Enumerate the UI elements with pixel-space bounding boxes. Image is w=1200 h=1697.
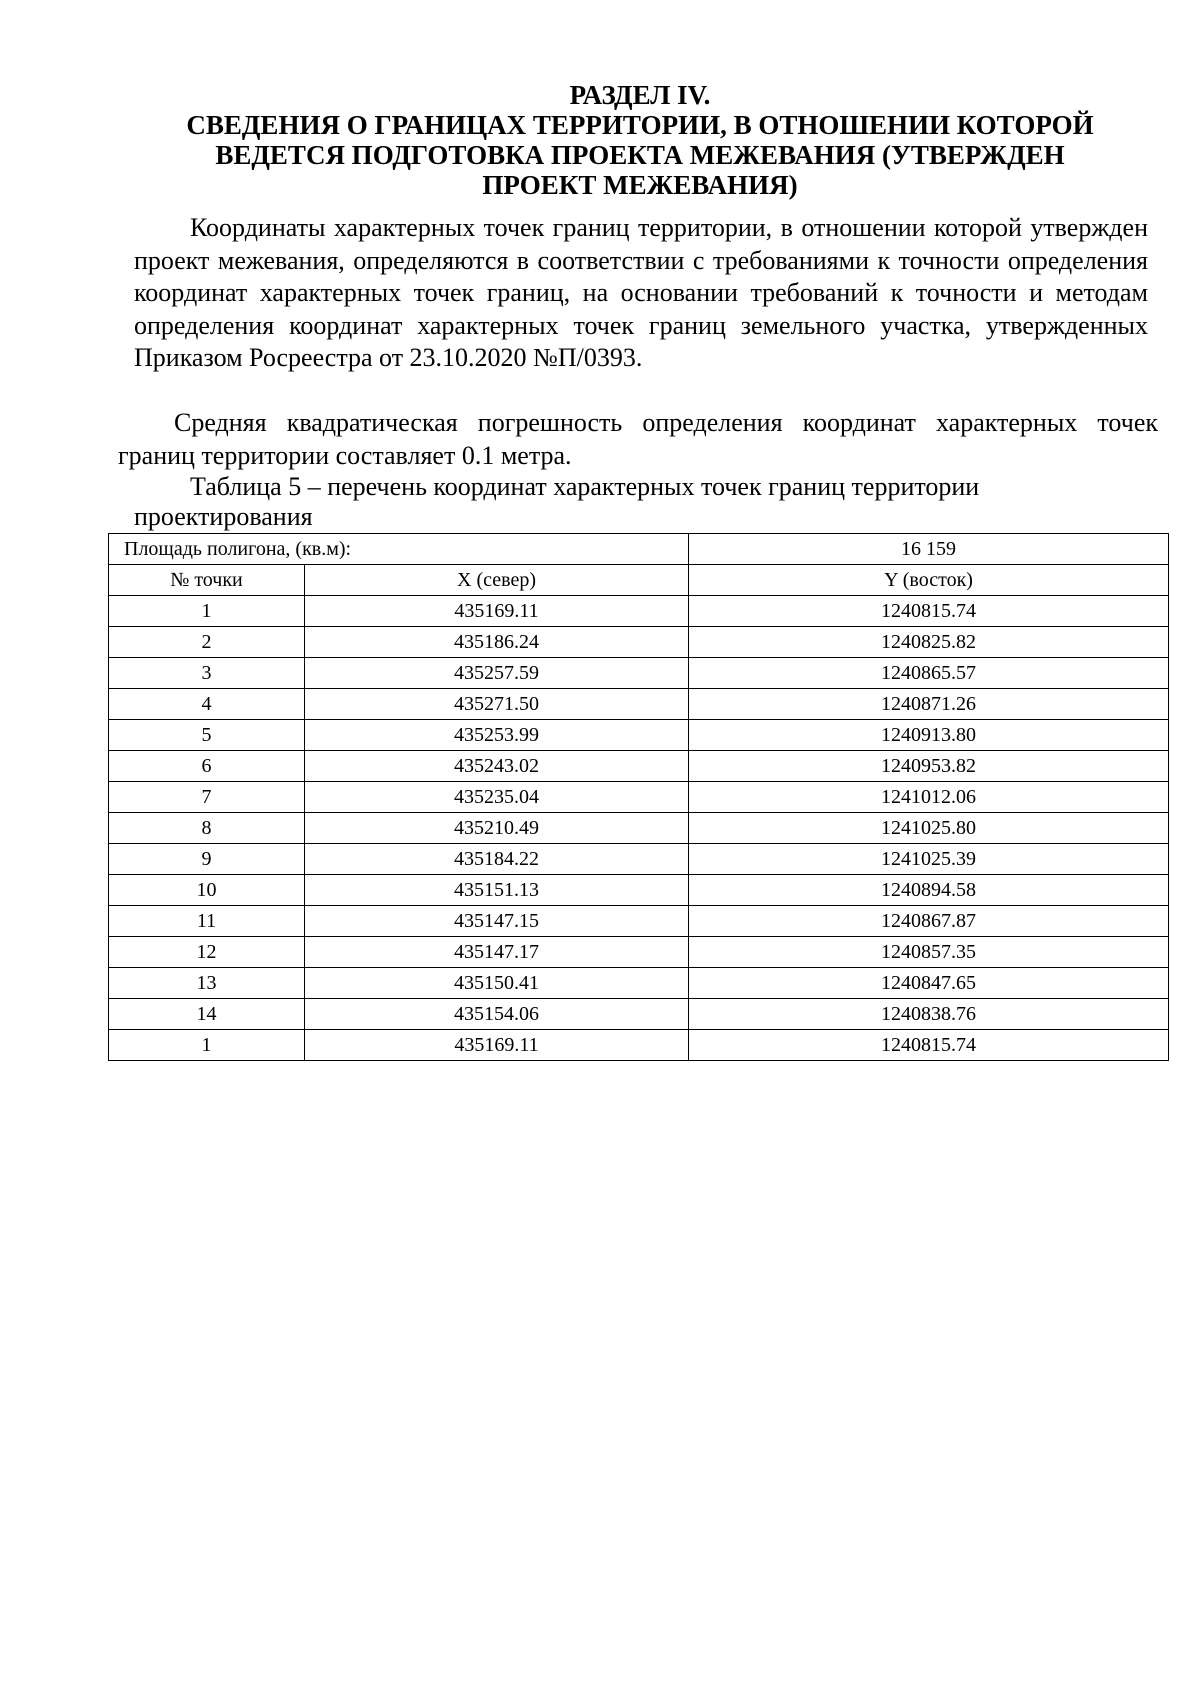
y-coordinate-cell: 1240867.87	[689, 906, 1169, 937]
x-coordinate-cell: 435154.06	[305, 999, 689, 1030]
y-coordinate-cell: 1241025.39	[689, 844, 1169, 875]
table-row	[109, 658, 1169, 689]
heading-line-4: ПРОЕКТ МЕЖЕВАНИЯ)	[482, 170, 798, 200]
y-coordinate-cell: 1240894.58	[689, 875, 1169, 906]
table-row	[109, 844, 1169, 875]
point-number-cell: 14	[109, 999, 305, 1030]
area-value: 16 159	[689, 534, 1169, 565]
point-number-cell: 2	[109, 627, 305, 658]
coordinates-table	[108, 533, 1169, 1061]
point-number-cell: 1	[109, 1030, 305, 1061]
table-row	[109, 937, 1169, 968]
heading-line-3: ВЕДЕТСЯ ПОДГОТОВКА ПРОЕКТА МЕЖЕВАНИЯ (УТВЕРЖДЕН	[215, 140, 1065, 170]
accuracy-paragraph: Средняя квадратическая погрешность определения координат характерных точек границ территории составляет 0.1 метра.	[118, 408, 1158, 470]
point-number-cell: 12	[109, 937, 305, 968]
x-coordinate-cell: 435169.11	[305, 596, 689, 627]
y-coordinate-cell: 1240847.65	[689, 968, 1169, 999]
x-coordinate-cell: 435257.59	[305, 658, 689, 689]
table-row	[109, 906, 1169, 937]
point-number-cell: 6	[109, 751, 305, 782]
x-coordinate-cell: 435147.17	[305, 937, 689, 968]
x-coordinate-cell: 435210.49	[305, 813, 689, 844]
table-row	[109, 720, 1169, 751]
x-coordinate-cell: 435147.15	[305, 906, 689, 937]
table-row	[109, 875, 1169, 906]
header-point-number: № точки	[109, 565, 305, 596]
table-row	[109, 813, 1169, 844]
point-number-cell: 13	[109, 968, 305, 999]
table-row	[109, 751, 1169, 782]
x-coordinate-cell: 435271.50	[305, 689, 689, 720]
area-row	[109, 534, 1169, 565]
y-coordinate-cell: 1240815.74	[689, 596, 1169, 627]
table-row	[109, 782, 1169, 813]
point-number-cell: 1	[109, 596, 305, 627]
header-x-north: X (север)	[305, 565, 689, 596]
table-header-row	[109, 565, 1169, 596]
x-coordinate-cell: 435151.13	[305, 875, 689, 906]
x-coordinate-cell: 435150.41	[305, 968, 689, 999]
x-coordinate-cell: 435243.02	[305, 751, 689, 782]
point-number-cell: 8	[109, 813, 305, 844]
y-coordinate-cell: 1240913.80	[689, 720, 1169, 751]
y-coordinate-cell: 1240865.57	[689, 658, 1169, 689]
point-number-cell: 9	[109, 844, 305, 875]
point-number-cell: 3	[109, 658, 305, 689]
x-coordinate-cell: 435169.11	[305, 1030, 689, 1061]
y-coordinate-cell: 1240953.82	[689, 751, 1169, 782]
y-coordinate-cell: 1240825.82	[689, 627, 1169, 658]
y-coordinate-cell: 1241025.80	[689, 813, 1169, 844]
heading-line-2: СВЕДЕНИЯ О ГРАНИЦАХ ТЕРРИТОРИИ, В ОТНОШЕНИИ КОТОРОЙ	[186, 110, 1094, 140]
y-coordinate-cell: 1240857.35	[689, 937, 1169, 968]
x-coordinate-cell: 435235.04	[305, 782, 689, 813]
y-coordinate-cell: 1240871.26	[689, 689, 1169, 720]
x-coordinate-cell: 435184.22	[305, 844, 689, 875]
y-coordinate-cell: 1241012.06	[689, 782, 1169, 813]
area-label: Площадь полигона, (кв.м):	[109, 534, 689, 565]
table-caption: Таблица 5 – перечень координат характерных точек границ территории проектирования	[134, 472, 980, 531]
table-row	[109, 596, 1169, 627]
table-row	[109, 1030, 1169, 1061]
table-row	[109, 627, 1169, 658]
y-coordinate-cell: 1240838.76	[689, 999, 1169, 1030]
x-coordinate-cell: 435186.24	[305, 627, 689, 658]
header-y-east: Y (восток)	[689, 565, 1169, 596]
x-coordinate-cell: 435253.99	[305, 720, 689, 751]
point-number-cell: 4	[109, 689, 305, 720]
coordinates-paragraph: Координаты характерных точек границ территории, в отношении которой утвержден проект межевания, определяются в соответствии с требованиями к точности определения координат характерных точек границ, на основании требований к точности и методам определения координат характерных точек границ земельного участка, утвержденных Приказом Росреестра от 23.10.2020 №П/0393.	[134, 213, 1148, 372]
y-coordinate-cell: 1240815.74	[689, 1030, 1169, 1061]
point-number-cell: 7	[109, 782, 305, 813]
section-heading	[110, 80, 1170, 200]
heading-line-1: РАЗДЕЛ IV.	[569, 80, 711, 110]
point-number-cell: 11	[109, 906, 305, 937]
table-row	[109, 689, 1169, 720]
table-row	[109, 968, 1169, 999]
point-number-cell: 10	[109, 875, 305, 906]
table-row	[109, 999, 1169, 1030]
point-number-cell: 5	[109, 720, 305, 751]
coordinates-table-body	[109, 534, 1169, 1061]
